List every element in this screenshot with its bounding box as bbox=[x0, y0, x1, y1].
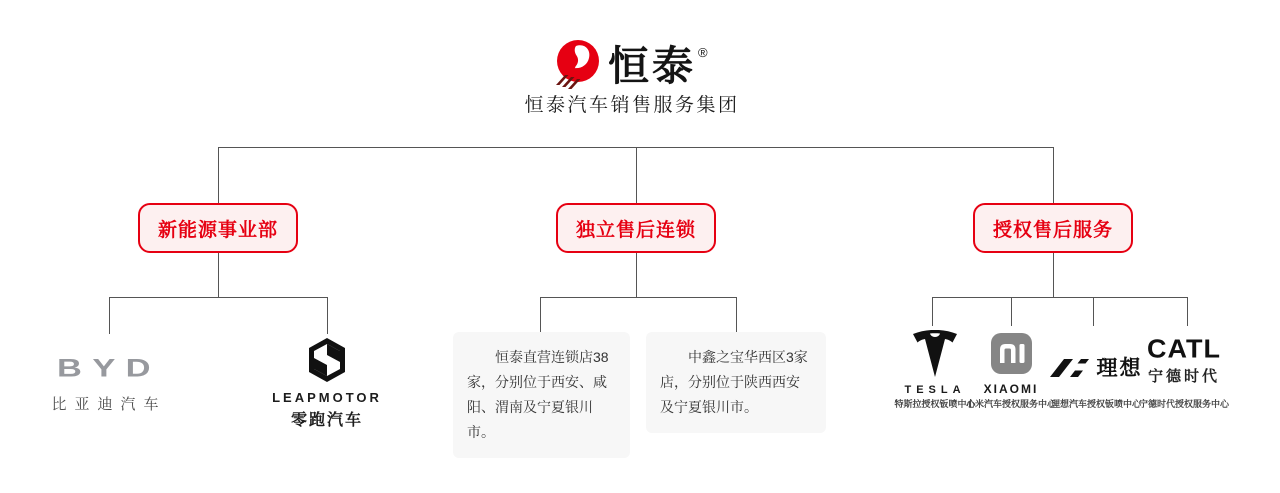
catl-wordmark: CATL bbox=[1147, 334, 1221, 364]
catl-caption: 宁德时代授权服务中心 bbox=[1138, 399, 1230, 409]
leapmotor-name: 零跑汽车 bbox=[290, 412, 363, 429]
xiaomi-logo-icon bbox=[991, 333, 1032, 374]
partner-catl bbox=[1134, 328, 1234, 410]
catl-name: 宁德时代 bbox=[1147, 368, 1220, 385]
xiaomi-wordmark: XIAOMI bbox=[983, 382, 1039, 396]
tesla-wordmark: TESLA bbox=[904, 384, 966, 396]
connector-line bbox=[540, 297, 541, 332]
connector-line bbox=[1011, 297, 1012, 326]
connector-line bbox=[109, 297, 327, 298]
tesla-caption: 特斯拉授权钣喷中心 bbox=[894, 399, 976, 409]
byd-name: 比亚迪汽车 bbox=[51, 396, 167, 413]
branch-label: 独立售后连锁 bbox=[575, 219, 696, 241]
registered-trademark: ® bbox=[698, 44, 708, 60]
connector-line bbox=[218, 147, 219, 203]
connector-line bbox=[636, 147, 637, 203]
connector-line bbox=[932, 297, 1187, 298]
company-name: 恒泰汽车销售服务集团 bbox=[524, 95, 740, 116]
connector-line bbox=[540, 297, 736, 298]
branch-label: 授权售后服务 bbox=[992, 219, 1113, 241]
li-auto-caption: 理想汽车授权钣喷中心 bbox=[1050, 399, 1142, 409]
tesla-logo-icon bbox=[912, 330, 958, 378]
note-text: 恒泰直营连锁店38家，分别位于西安、咸阳、渭南及宁夏银川市。 bbox=[467, 349, 609, 440]
company-logo bbox=[552, 40, 706, 92]
branch-authorized-aftersales-service bbox=[973, 203, 1133, 253]
connector-line bbox=[1093, 297, 1094, 326]
connector-line bbox=[1053, 147, 1054, 203]
branch-independent-aftersales-chain bbox=[556, 203, 716, 253]
leapmotor-brand bbox=[262, 338, 392, 430]
byd-logo: BYD bbox=[57, 355, 161, 383]
note-text: 中鑫之宝华西区3家店，分别位于陕西西安及宁夏银川市。 bbox=[660, 349, 808, 415]
connector-line bbox=[109, 297, 110, 334]
connector-line bbox=[1053, 253, 1054, 297]
leapmotor-wordmark: LEAPMOTOR bbox=[272, 390, 382, 405]
connector-line bbox=[218, 253, 219, 297]
li-auto-logo-row bbox=[1044, 352, 1148, 382]
partner-li-auto bbox=[1044, 328, 1148, 410]
partner-xiaomi bbox=[966, 328, 1056, 410]
connector-line bbox=[932, 297, 933, 326]
leapmotor-logo-icon bbox=[308, 338, 346, 382]
connector-line bbox=[636, 253, 637, 297]
hengtai-logo-icon bbox=[552, 38, 602, 94]
li-auto-logo-icon bbox=[1050, 356, 1090, 378]
li-auto-name: 理想 bbox=[1096, 357, 1143, 380]
connector-line bbox=[1187, 297, 1188, 326]
xiaomi-caption: 小米汽车授权服务中心 bbox=[965, 399, 1057, 409]
note-zhongxin-stores bbox=[646, 332, 826, 433]
connector-line bbox=[327, 297, 328, 334]
byd-brand bbox=[34, 352, 184, 414]
branch-label: 新能源事业部 bbox=[157, 219, 278, 241]
note-hengtai-chain-stores bbox=[453, 332, 630, 458]
branch-new-energy-division bbox=[138, 203, 298, 253]
connector-line bbox=[736, 297, 737, 332]
logo-wordmark: 恒泰 bbox=[608, 43, 696, 89]
